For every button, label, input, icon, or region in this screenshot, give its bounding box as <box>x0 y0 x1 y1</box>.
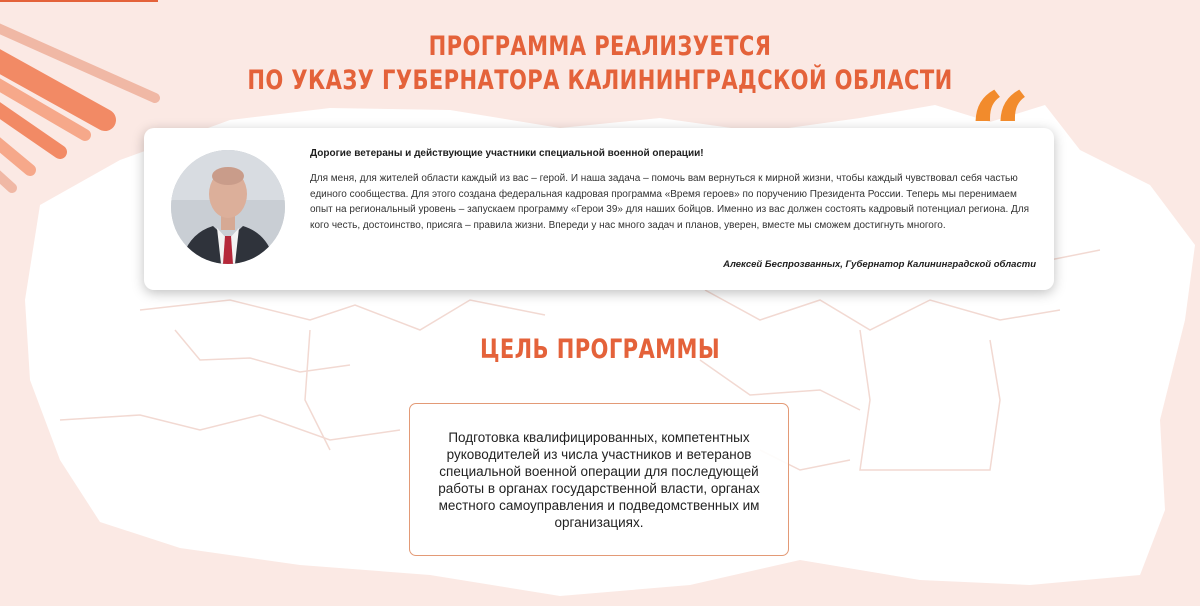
goal-text: Подготовка квалифицированных, компетентных руководителей из числа участников и ветеранов специальной военной операции для последующей работы в органах государственной власти, органах местного самоуправления и подведомственных им организациях. <box>438 429 760 530</box>
quote-signature: Алексей Беспрозванных, Губернатор Калининградской области <box>723 259 1036 270</box>
quote-mark-icon: “ <box>968 68 1032 197</box>
goal-heading: ЦЕЛЬ ПРОГРАММЫ <box>479 334 721 365</box>
program-heading-line2: ПО УКАЗУ ГУБЕРНАТОРА КАЛИНИНГРАДСКОЙ ОБЛАСТИ <box>247 65 953 96</box>
goal-box <box>409 403 789 556</box>
governor-quote-card <box>144 128 1054 290</box>
program-heading <box>132 30 1068 98</box>
program-heading-line1: ПРОГРАММА РЕАЛИЗУЕТСЯ <box>428 31 772 62</box>
quote-body: Для меня, для жителей области каждый из вас – герой. И наша задача – помочь вам вернуться к мирной жизни, чтобы каждый чувствовал себя частью единого сообщества. Для этого создана федеральная кадровая программа «Время героев» по поручению Президента России. Теперь мы перенимаем опыт на региональный уровень – запускаем программу «Герои 39» для наших бойцов. Именно из вас должен состоять кадровый потенциал региона. Для кого честь, достоинство, присяга – правила жизни. Впереди у нас много задач и планов, уверен, вместе мы сможем достигнуть многого. <box>310 173 1030 231</box>
governor-avatar <box>171 150 285 264</box>
quote-title: Дорогие ветераны и действующие участники специальной военной операции! <box>310 148 704 159</box>
